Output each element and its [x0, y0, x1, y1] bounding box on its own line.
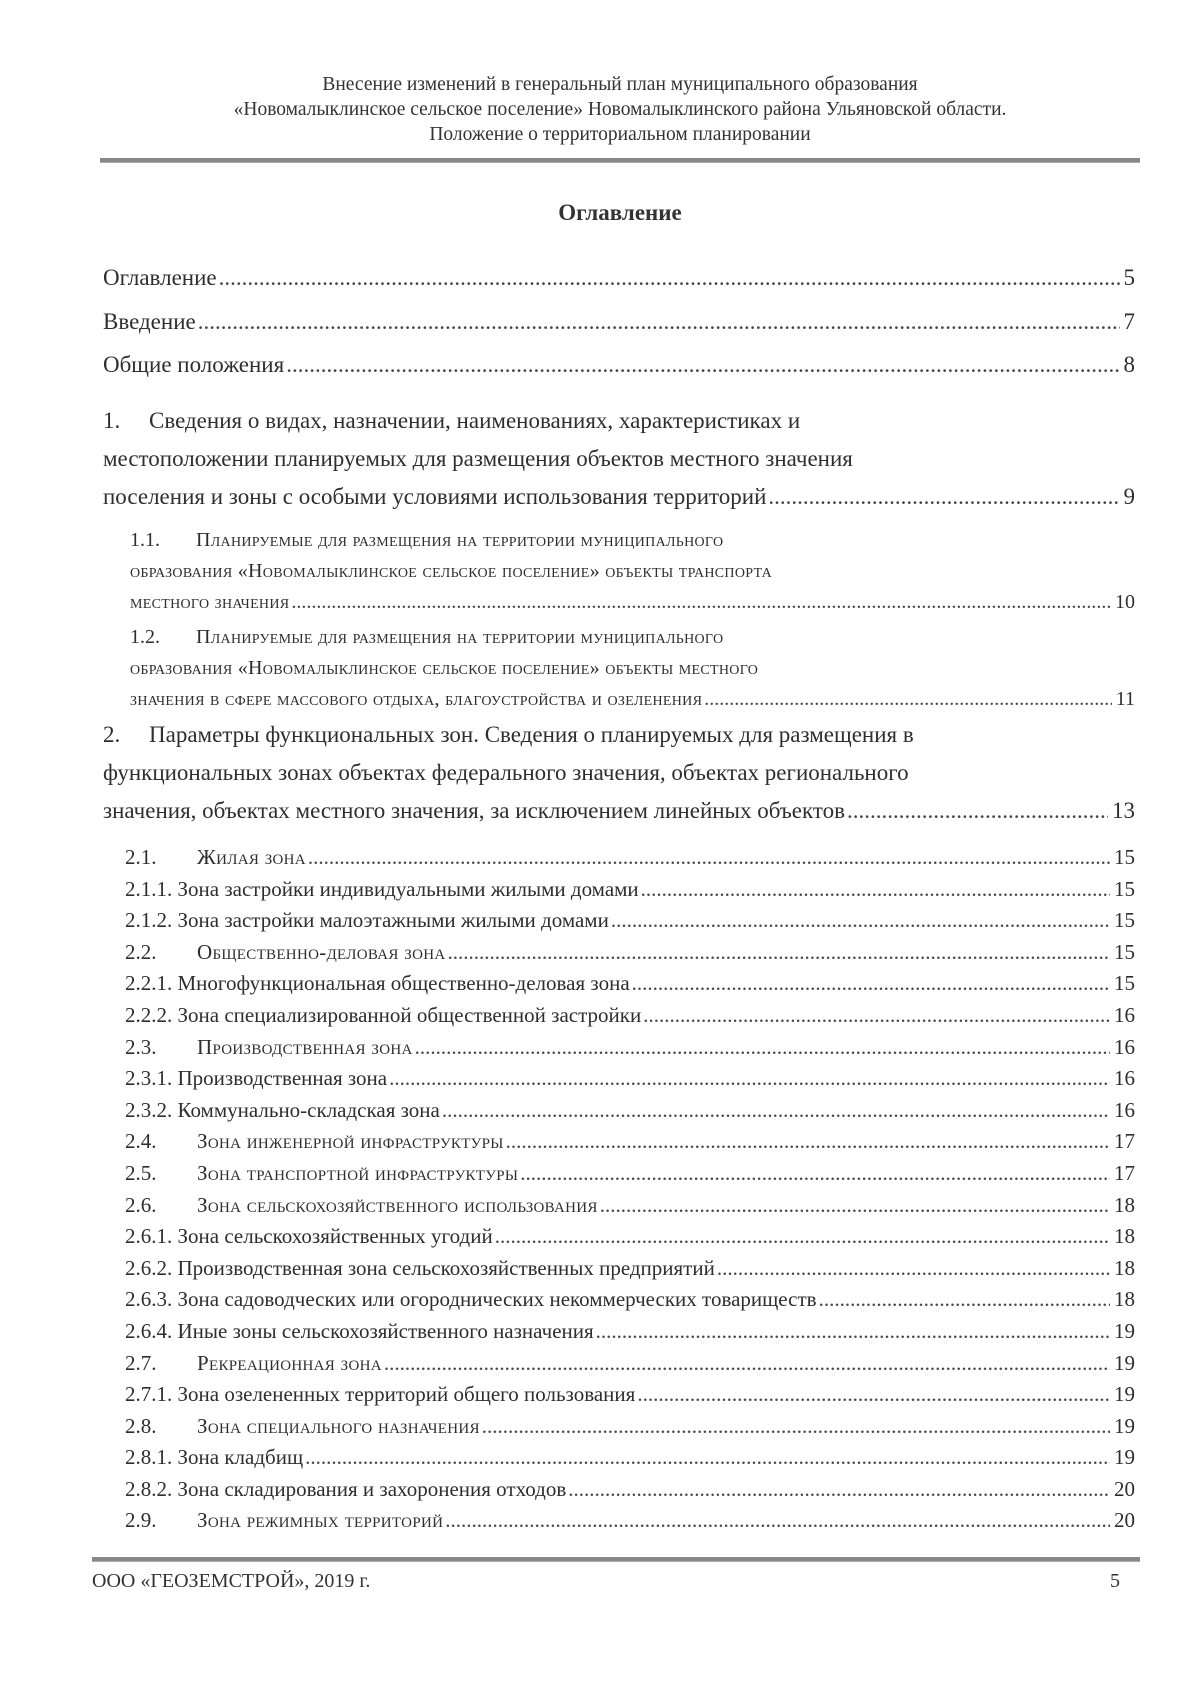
footer-organization: ООО «ГЕОЗЕМСТРОЙ», 2019 г. — [92, 1570, 371, 1592]
toc-entry-title-line-3: значения, объектах местного значения, за исключением линейных объектов — [103, 798, 845, 823]
toc-entry-number: 2.6.4. — [125, 1318, 173, 1343]
dot-leader — [482, 1411, 1110, 1443]
toc-entry-page: 15 — [1114, 845, 1135, 869]
toc-entry-number: 2.8.2. — [125, 1476, 173, 1501]
toc-entry-number: 2.8. — [125, 1413, 157, 1438]
toc-entry-section-1[interactable] — [103, 402, 1135, 516]
toc-entry-number: 2. — [103, 722, 121, 747]
toc-entry-2-6-2[interactable] — [125, 1253, 1135, 1285]
toc-entry-title-line-2: функциональных зонах объектах федерального значения, объектах регионального — [103, 760, 909, 785]
toc-entry-page: 11 — [1115, 688, 1135, 710]
toc-entry-number: 2.3. — [125, 1034, 157, 1059]
footer-divider — [92, 1557, 1140, 1562]
toc-entry-number: 1. — [103, 408, 121, 433]
dot-leader — [495, 1221, 1110, 1253]
toc-entry-title: Зона садоводческих или огороднических некоммерческих товариществ — [177, 1287, 817, 1312]
header-divider — [100, 158, 1140, 163]
toc-entry-title: Зона озелененных территорий общего пользования — [177, 1382, 636, 1407]
dot-leader — [637, 1379, 1110, 1411]
dot-leader — [198, 303, 1120, 341]
toc-entry-title: Жилая зона — [197, 845, 306, 869]
toc-entry-2-2[interactable] — [125, 937, 1135, 969]
toc-entry-2-8-1[interactable] — [125, 1442, 1135, 1474]
dot-leader — [717, 1253, 1110, 1285]
toc-entry-title: Производственная зона — [197, 1034, 413, 1059]
toc-entry-title: Иные зоны сельскохозяйственного назначения — [177, 1318, 594, 1343]
toc-entry-number: 2.3.2. — [125, 1097, 173, 1122]
toc-entry-2-1-2[interactable] — [125, 905, 1135, 937]
toc-entry-number: 2.7.1. — [125, 1382, 173, 1407]
toc-entry-page: 15 — [1114, 971, 1135, 996]
toc-entry-page: 18 — [1114, 1224, 1135, 1249]
dot-leader — [308, 842, 1110, 874]
toc-entry-number: 1.1. — [130, 529, 160, 551]
dot-leader — [415, 1032, 1110, 1064]
toc-entry-title-line-2: местоположении планируемых для размещения объектов местного значения — [103, 446, 853, 471]
toc-entry-title: Введение — [103, 309, 196, 334]
dot-leader — [305, 1442, 1110, 1474]
toc-entry-page: 15 — [1114, 876, 1135, 901]
toc-entry-title: Общественно-деловая зона — [197, 939, 446, 964]
toc-entry-2-5[interactable] — [125, 1158, 1135, 1190]
toc-entry-2-4[interactable] — [125, 1126, 1135, 1158]
toc-entry-general-provisions[interactable] — [103, 346, 1135, 384]
toc-entry-page: 17 — [1114, 1160, 1135, 1185]
toc-entry-page: 20 — [1114, 1508, 1135, 1533]
dot-leader — [847, 792, 1108, 830]
toc-entry-title-line-1: Планируемые для размещения на территории муниципального — [196, 626, 724, 648]
dot-leader — [819, 1284, 1110, 1316]
toc-entry-number: 2.2.2. — [125, 1002, 173, 1027]
toc-entry-title-line-1: Планируемые для размещения на территории муниципального — [196, 529, 724, 551]
toc-entry-introduction[interactable] — [103, 303, 1135, 341]
toc-entry-page: 15 — [1114, 908, 1135, 933]
dot-leader — [286, 346, 1119, 384]
dot-leader — [768, 478, 1119, 516]
dot-leader — [291, 587, 1111, 618]
toc-entry-page: 13 — [1112, 798, 1135, 823]
toc-entry-number: 2.7. — [125, 1350, 157, 1375]
toc-entry-page: 5 — [1123, 265, 1135, 290]
dot-leader — [384, 1348, 1110, 1380]
toc-entry-title-line-3: значения в сфере массового отдыха, благоустройства и озеленения — [130, 688, 703, 710]
toc-entry-2-7[interactable] — [125, 1348, 1135, 1380]
dot-leader — [611, 905, 1110, 937]
toc-entry-title: Рекреационная зона — [197, 1350, 382, 1375]
toc-entry-title: Общие положения — [103, 352, 285, 377]
toc-entry-title-line-3: поселения и зоны с особыми условиями использования территорий — [103, 484, 767, 509]
toc-entry-page: 19 — [1114, 1445, 1135, 1470]
toc-entry-number: 2.6.2. — [125, 1255, 173, 1280]
dot-leader — [447, 937, 1110, 969]
dot-leader — [596, 1316, 1110, 1348]
toc-entry-2-1-1[interactable] — [125, 874, 1135, 906]
toc-entry-2-3-2[interactable] — [125, 1095, 1135, 1127]
toc-entry-title: Зона застройки индивидуальными жилыми домами — [177, 876, 639, 901]
toc-entry-page: 19 — [1114, 1413, 1135, 1438]
dot-leader — [520, 1158, 1110, 1190]
toc-entry-2-9[interactable] — [125, 1505, 1135, 1537]
toc-entry-title: Оглавление — [103, 265, 217, 290]
toc-entry-number: 2.9. — [125, 1508, 157, 1533]
toc-entry-section-2[interactable] — [103, 716, 1135, 830]
dot-leader — [389, 1063, 1110, 1095]
toc-entry-number: 2.3.1. — [125, 1066, 173, 1091]
toc-entry-title: Зона режимных территорий — [197, 1508, 444, 1533]
toc-entry-number: 2.1.1. — [125, 876, 173, 901]
toc-entry-page: 19 — [1114, 1382, 1135, 1407]
header-line-1: Внесение изменений в генеральный план муниципального образования — [322, 74, 918, 95]
toc-entry-title-line-1: Параметры функциональных зон. Сведения о планируемых для размещения в — [149, 722, 914, 747]
toc-entry-page: 7 — [1123, 309, 1135, 334]
toc-entry-section-1-2[interactable] — [130, 622, 1135, 715]
footer-page-number: 5 — [1110, 1570, 1120, 1592]
toc-entry-2-6-4[interactable] — [125, 1316, 1135, 1348]
toc-entry-2-8-2[interactable] — [125, 1474, 1135, 1506]
toc-entry-title-line-2: образования «Новомалыклинское сельское поселение» объекты транспорта — [130, 560, 773, 582]
toc-entry-title: Многофункциональная общественно-деловая зона — [177, 971, 630, 996]
toc-entry-title: Зона инженерной инфраструктуры — [197, 1129, 504, 1154]
toc-entry-title-line-1: Сведения о видах, назначении, наименованиях, характеристиках и — [149, 408, 801, 433]
toc-entry-2-2-1[interactable] — [125, 968, 1135, 1000]
toc-entry-number: 2.6. — [125, 1192, 157, 1217]
running-header — [100, 72, 1140, 147]
toc-entry-2-3-1[interactable] — [125, 1063, 1135, 1095]
toc-entry-title: Зона кладбищ — [177, 1445, 304, 1470]
toc-entry-title: Зона складирования и захоронения отходов — [177, 1476, 567, 1501]
toc-entry-title: Зона сельскохозяйственного использования — [197, 1192, 598, 1217]
toc-entry-number: 2.4. — [125, 1129, 157, 1154]
toc-entry-number: 2.1.2. — [125, 908, 173, 933]
toc-entry-page: 20 — [1114, 1476, 1135, 1501]
toc-heading: Оглавление — [558, 200, 682, 225]
toc-entry-2-1[interactable] — [125, 842, 1135, 874]
toc-entry-2-2-2[interactable] — [125, 1000, 1135, 1032]
toc-entry-title-line-2: образования «Новомалыклинское сельское поселение» объекты местного — [130, 657, 759, 679]
toc-entry-page: 19 — [1114, 1318, 1135, 1343]
dot-leader — [632, 968, 1110, 1000]
toc-entry-title-line-3: местного значения — [130, 591, 290, 613]
toc-entry-2-6[interactable] — [125, 1190, 1135, 1222]
dot-leader — [445, 1505, 1110, 1537]
toc-entry-number: 2.6.1. — [125, 1224, 173, 1249]
toc-entry-page: 15 — [1114, 939, 1135, 964]
toc-entry-page: 18 — [1114, 1287, 1135, 1312]
toc-entry-page: 9 — [1123, 484, 1135, 509]
toc-entry-number: 2.1. — [125, 845, 157, 869]
toc-entry-number: 2.5. — [125, 1160, 157, 1185]
toc-entry-page: 18 — [1114, 1192, 1135, 1217]
toc-entry-2-6-1[interactable] — [125, 1221, 1135, 1253]
toc-entry-number: 2.2.1. — [125, 971, 173, 996]
toc-entry-contents[interactable] — [103, 259, 1135, 297]
toc-entry-title: Зона транспортной инфраструктуры — [197, 1160, 519, 1185]
toc-entry-number: 2.8.1. — [125, 1445, 173, 1470]
toc-entry-number: 1.2. — [130, 626, 160, 648]
toc-entry-title: Производственная зона — [177, 1066, 388, 1091]
toc-entry-number: 2.2. — [125, 939, 157, 964]
toc-entry-page: 10 — [1115, 591, 1135, 613]
header-line-2: «Новомалыклинское сельское поселение» Новомалыклинского района Ульяновской области. — [233, 99, 1007, 120]
toc-entry-section-1-1[interactable] — [130, 525, 1135, 618]
toc-entry-title: Производственная зона сельскохозяйственных предприятий — [177, 1255, 715, 1280]
toc-entry-title: Зона специализированной общественной застройки — [177, 1002, 642, 1027]
dot-leader — [641, 874, 1110, 906]
dot-leader — [643, 1000, 1110, 1032]
dot-leader — [442, 1095, 1110, 1127]
toc-entry-number: 2.6.3. — [125, 1287, 173, 1312]
toc-entry-page: 16 — [1114, 1066, 1135, 1091]
toc-entry-title: Зона сельскохозяйственных угодий — [177, 1224, 493, 1249]
header-line-3: Положение о территориальном планировании — [429, 124, 811, 145]
toc-entry-page: 19 — [1114, 1350, 1135, 1375]
toc-entry-title: Зона специального назначения — [197, 1413, 480, 1438]
toc-entry-page: 16 — [1114, 1034, 1135, 1059]
toc-entry-page: 17 — [1114, 1129, 1135, 1154]
dot-leader — [219, 259, 1120, 297]
toc-entry-page: 16 — [1114, 1002, 1135, 1027]
toc-entry-2-7-1[interactable] — [125, 1379, 1135, 1411]
toc-entry-2-6-3[interactable] — [125, 1284, 1135, 1316]
toc-entry-page: 8 — [1123, 352, 1135, 377]
dot-leader — [704, 684, 1112, 715]
dot-leader — [600, 1190, 1110, 1222]
toc-subsection-list — [125, 842, 1135, 1537]
dot-leader — [568, 1474, 1110, 1506]
toc-entry-2-8[interactable] — [125, 1411, 1135, 1443]
toc-entry-title: Коммунально-складская зона — [177, 1097, 440, 1122]
toc-entry-2-3[interactable] — [125, 1032, 1135, 1064]
toc-entry-page: 16 — [1114, 1097, 1135, 1122]
dot-leader — [506, 1126, 1110, 1158]
toc-entry-title: Зона застройки малоэтажными жилыми домами — [177, 908, 609, 933]
toc-entry-page: 18 — [1114, 1255, 1135, 1280]
